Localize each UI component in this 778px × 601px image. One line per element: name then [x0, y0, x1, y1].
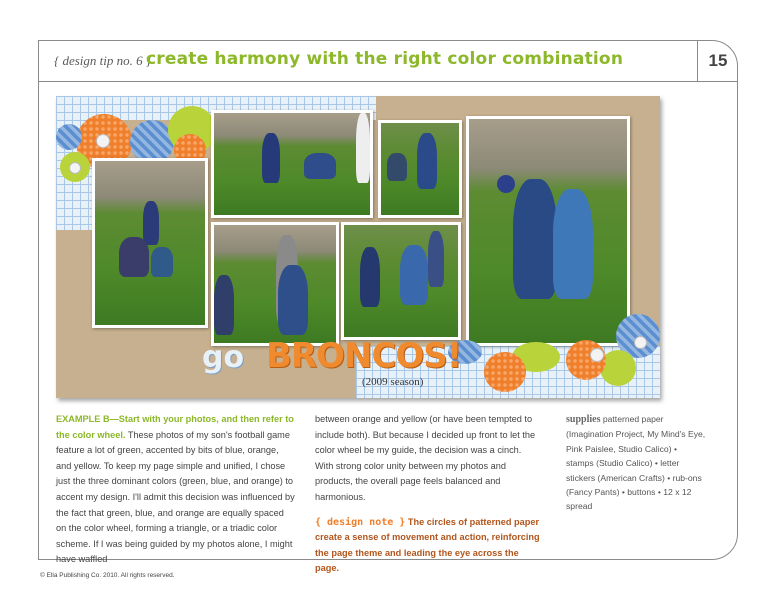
copyright-footer: © Ella Publishing Co. 2010. All rights reserved. [40, 572, 175, 579]
supplies-column [566, 412, 706, 514]
photo-5 [211, 222, 339, 346]
photo-6 [341, 222, 461, 340]
supplies-label: supplies [566, 414, 601, 425]
body-column-2 [315, 412, 540, 577]
header-rule [38, 81, 738, 82]
button-embellishment [634, 336, 647, 349]
orange-circle-bottom [484, 352, 526, 392]
page-number: 15 [708, 51, 728, 70]
design-note [315, 515, 540, 577]
example-body-text: These photos of my son's football game feature a lot of green, accented by bits of blue, orange, and yellow. To keep my page simple and unified, I chose just the three dominant colors (green, blue, and orange) to accent my design. I'll admit this decision was influenced by the fact that green, blue, and orange are equally spaced on the color wheel, forming a triangle, or a triadic color scheme. If I was being guided by my photos alone, I might have waffled [56, 429, 295, 565]
photo-4 [466, 116, 630, 346]
photo-3 [378, 120, 462, 218]
example-lead: EXAMPLE B—Start with your photos, and then refer to the color wheel. [56, 414, 294, 440]
tip-label: { design tip no. 6 } [54, 53, 152, 68]
photo-1 [92, 158, 208, 328]
page-title: create harmony with the right color combination [146, 49, 624, 69]
scrapbook-layout-image [56, 96, 660, 398]
blue-plaid-circle-small [56, 124, 82, 150]
photo-2 [211, 110, 373, 218]
button-embellishment [590, 348, 604, 362]
supplies-text: patterned paper (Imagination Project, My Mind's Eye, Pink Paislee, Studio Calico) • stamps (Studio Calico) • letter stickers (American Crafts) • rub-ons (Fancy Pants) • buttons • 12 x 12 spread [566, 414, 706, 512]
button-embellishment [96, 134, 110, 148]
design-note-text: The circles of patterned paper create a sense of movement and action, reinforcing the page theme and leading the eye across the page. [315, 516, 540, 574]
example-body-continued: between orange and yellow (or have been tempted to include both). But because I decided up front to let the color wheel be my guide, the decision was a cinch. With strong color unity between my photos and products, the overall page feels balanced and harmonious. [315, 414, 536, 502]
layout-season-caption: (2009 season) [362, 376, 424, 388]
layout-go-title: go [202, 340, 245, 375]
body-column-1 [56, 412, 296, 568]
button-embellishment [69, 162, 81, 174]
design-note-label: { design note } [315, 516, 406, 528]
layout-broncos-title: BRONCOS! [266, 336, 462, 376]
